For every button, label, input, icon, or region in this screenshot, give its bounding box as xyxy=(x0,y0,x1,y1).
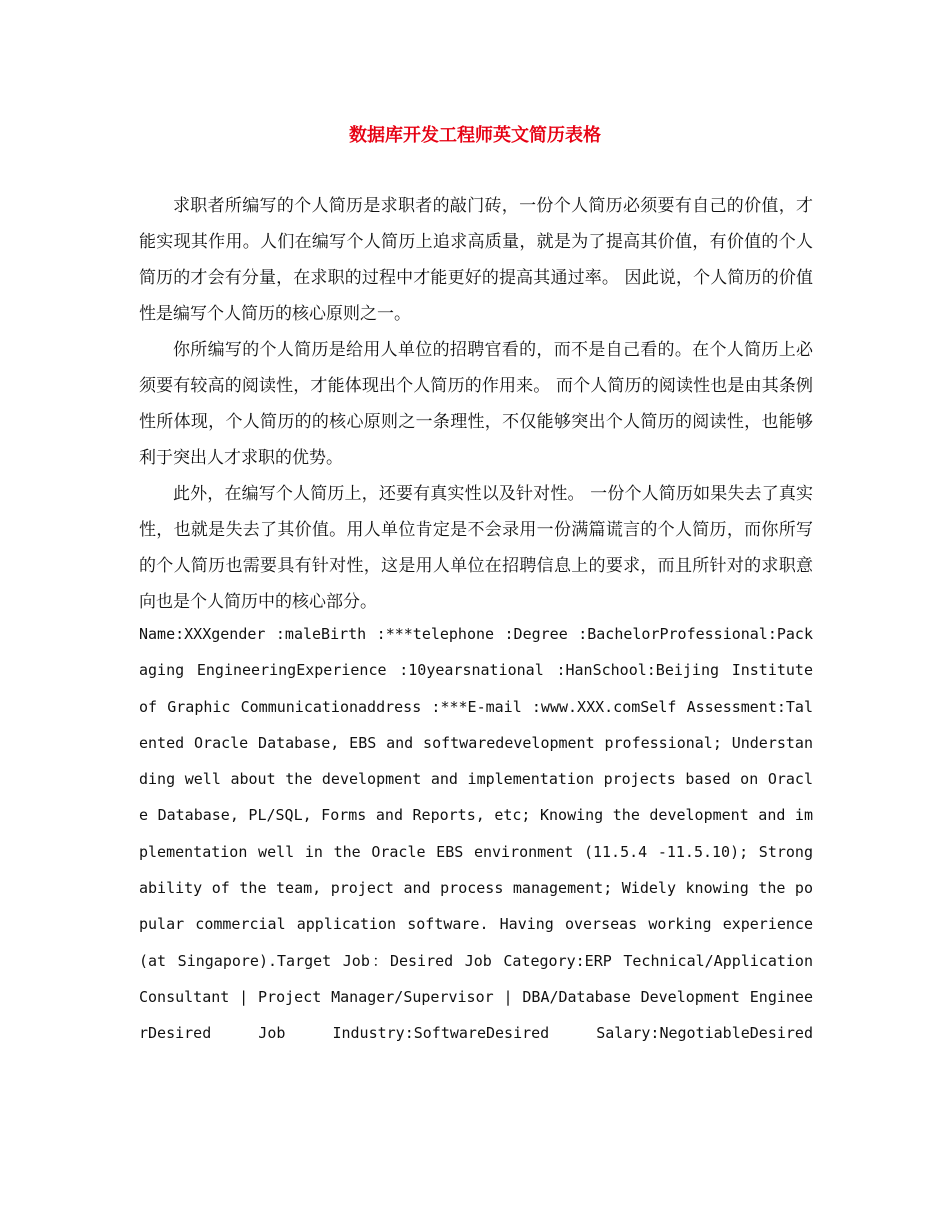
intro-paragraph-3: 此外，在编写个人简历上，还要有真实性以及针对性。 一份个人简历如果失去了真实性，也就是失去了其价值。用人单位肯定是不会录用一份满篇谎言的个人简历，而你所写的个人简历也需要具有针对性，这是用人单位在招聘信息上的要求，而且所针对的求职意向也是个人简历中的核心部分。 xyxy=(139,484,813,612)
document-title: 数据库开发工程师英文简历表格 xyxy=(349,125,601,146)
intro-paragraph-2: 你所编写的个人简历是给用人单位的招聘官看的，而不是自己看的。在个人简历上必须要有较高的阅读性，才能体现出个人简历的作用来。 而个人简历的阅读性也是由其条例性所体现，个人简历的的核心原则之一条理性，不仅能够突出个人简历的阅读性，也能够利于突出人才求职的优势。 xyxy=(139,340,813,468)
resume-body-text: Name:XXXgender :maleBirth :***telephone :Degree :BachelorProfessional:Packaging EngineeringExperience :10yearsnational :HanSchool:Beijing Institute of Graphic Communicationaddress :***E-mail :www.XXX.comSelf Assessment:Talented Oracle Database, EBS and softwaredevelopment professional; Understanding well about the development and implementation projects based on Oracle Database, PL/SQL, Forms and Reports, etc; Knowing the development and implementation well in the Oracle EBS environment (11.5.4 -11.5.10); Strong ability of the team, project and process management; Widely knowing the popular commercial application software. Having overseas working experience (at Singapore).Target Job：Desired Job Category:ERP Technical/Application Consultant | Project Manager/Supervisor | DBA/Database Development EngineerDesired Job Industry:SoftwareDesired Salary:NegotiableDesired xyxy=(139,625,813,1043)
intro-paragraph-1: 求职者所编写的个人简历是求职者的敲门砖，一份个人简历必须要有自己的价值，才能实现其作用。人们在编写个人简历上追求高质量，就是为了提高其价值，有价值的个人简历的才会有分量，在求职的过程中才能更好的提高其通过率。 因此说，个人简历的价值性是编写个人简历的核心原则之一。 xyxy=(139,196,813,324)
